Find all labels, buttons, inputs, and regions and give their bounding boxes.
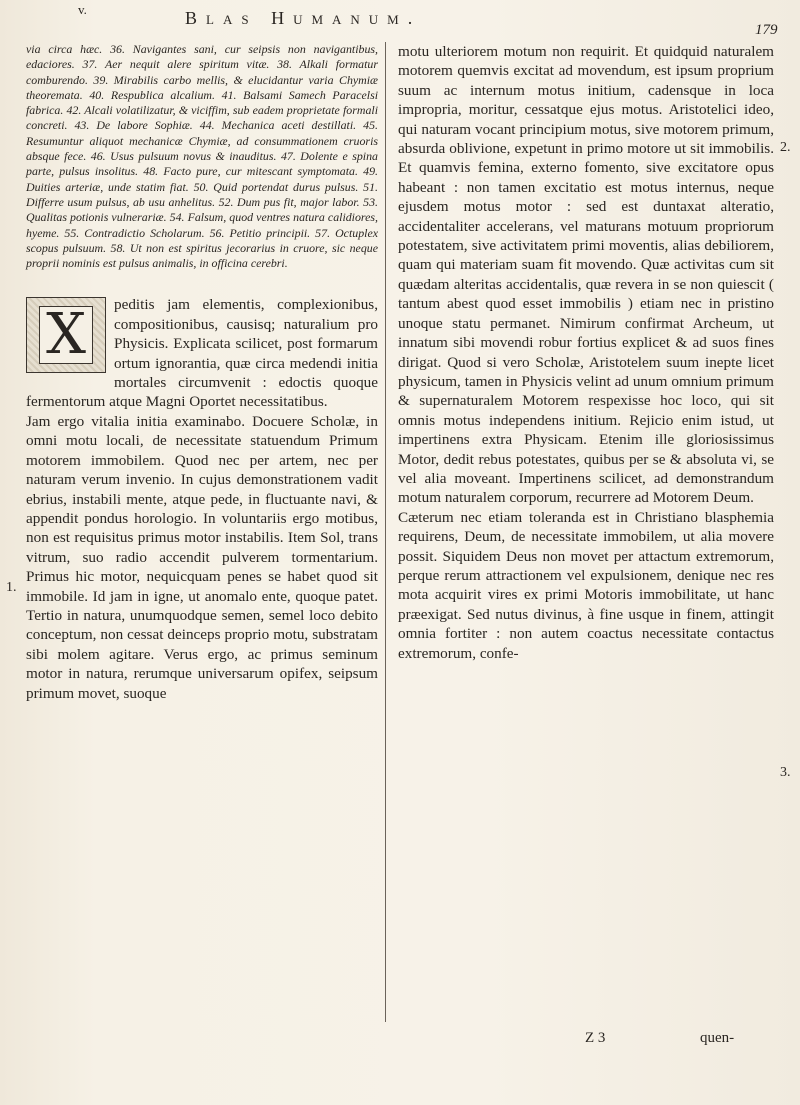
right-paragraph-b: Cæterum nec etiam toleranda est in Christiano blasphemia requirens, Deum, de necessitate immobilem, ut alia movere possit. Siquidem Deus non movet per attactum extremorum, perque rerum attractionem vel expulsionem, denique nec res mota acquirit vires ex primi Motoris immobilitate, ut hanc præexigat. Sed nutus divinus, à fine usque in finem, attingit omnia fortiter : non autem coactus necessitate contactus extremorum, confe-: [398, 508, 774, 662]
ornamental-initial: [26, 297, 106, 373]
left-column: [26, 42, 378, 703]
page-number: 179: [755, 22, 778, 38]
summary-notes: via circa hæc. 36. Navigantes sani, cur seipsis non navigantibus, edaciores. 37. Aer nequit alere spiritum vitæ. 38. Alkali formatur comburendo. 39. Mirabilis carbo mellis, & elucidantur varia Chymiæ theoremata. 40. Respublica alcalium. 41. Balsami Samech Paracelsi fabrica. 42. Alcali volatilizatur, & viciffim, sub eadem proprietate formali concreti. 43. De labore Sophiæ. 44. Mechanica aceti destillati. 45. Resumuntur aliquot mechanicæ Chymiæ, ad consummationem cruoris absque fece. 46. Usus pulsuum novus & inauditus. 47. Dolente e spina parte, pulsus insolitus. 48. Facto pure, cur mitescant symptomata. 49. Duities arteriæ, unde statim fiat. 50. Quid portendat durus pulsus. 51. Differre usum pulsus, ab usu anhelitus. 52. Dum pus fit, major labor. 53. Qualitas potionis vulnerariæ. 54. Falsum, quod ventres natura calidiores, hyeme. 55. Contradictio Scholarum. 56. Petitio principii. 57. Octuplex scopus pulsuum. 58. Ut non est spiritus jecorarius in cruore, sic neque proprii nominis est pulsus animalis, in officina cerebri.: [26, 42, 378, 271]
opening-paragraph: peditis jam elementis, complexionibus, compositionibus, causisq; naturalium pro Physicis. Explicata scilicet, post formarum ortum ignorantia, quæ circa medendi initia mortales circumvenit : edoctis quoque fermentorum atque Magni Oportet necessitatibus.: [26, 296, 378, 411]
margin-number-1: 1.: [6, 580, 17, 595]
initial-letter: X: [39, 306, 93, 364]
chapter-opening: [26, 295, 378, 703]
right-column: [398, 42, 774, 663]
signature-z3: Z 3: [585, 1030, 606, 1046]
catchword: quen-: [700, 1030, 735, 1046]
margin-number-3: 3.: [780, 765, 791, 780]
main-paragraph: Jam ergo vitalia initia examinabo. Docuere Scholæ, in omni motu locali, de necessitate statuendum Primum motorem immobilem. Quod nec per artem, nec per naturam verum invenio. In cujus demonstrationem vadit ebrius, instabili mente, atque pede, in fluctuante navi, & appendit pondus horologio. In voluntariis ergo motibus, non est requisitus primus motor instabilis. Item Sol, trans vitrum, suo radio accendit pulverem tormentarium. Primus hic motor, nequicquam penes se habet quod sit immobile. Id jam in igne, ut anomalo ente, quoque patet. Tertio in natura, unumquodque semen, semel loco debito conceptum, non cessat deinceps proprio motu, substratam sibi molem agitare. Verus ergo, ac primus seminum motor in natura, rerumque universarum opifex, seipsum primum movet, suoque: [26, 412, 378, 702]
column-rule: [385, 42, 386, 1022]
right-paragraph-a: motu ulteriorem motum non requirit. Et quidquid naturalem motorem quemvis excitat ad movendum, est ipsum proprium suum ac internum motus initium, cadensque in loca impropria, moritur, cessatque ejus motus. Aristotelici ideo, qui naturam vocant principium motus, sive motorem primum, absurda oblivione, expetunt in primo motore ut sit immobilis. Et quamvis femina, externo fomento, sive excitatore opus habeant : non tamen excitatio est motus internus, neque ejusdem motus motor : sed est duntaxat alteratio, accidentaliter accelerans, vel maturans motuum propriorum potestatem, sive activitatem primi moventis, alias debiliorem, quam qui materiam suam fit movendo. Quæ activitas cum sit quædam alteritas accidentalis, quæ revera in se non quiescit ( tantum abest quod esset immobilis ) etiam nec in pristino unoque statu permanet. Nimirum confirmat Archeum, ut innatum sibi movendi robur fortius explicet & ad suos fines dirigat. Quod si vero Scholæ, Aristotelem suum inepte licet physicum, tamen in Physicis velint ad unum omnium primum & supernaturalem Motorem respexisse hoc loco, qui sit omnis motus independens initium. Rejicio enim istud, ut impertinens extra Physicam. Etenim ille gloriosissimus Motor, dedit rebus potestates, quibus per se & absoluta vi, se vel alia moveant. Impertinens scilicet, ad demonstrandum motum naturalem corporum, recurrere ad Motorem Deum.: [398, 43, 774, 507]
signature-mark: v.: [78, 2, 87, 17]
margin-number-2: 2.: [780, 140, 791, 155]
running-head: Blas Humanum.: [185, 8, 422, 28]
